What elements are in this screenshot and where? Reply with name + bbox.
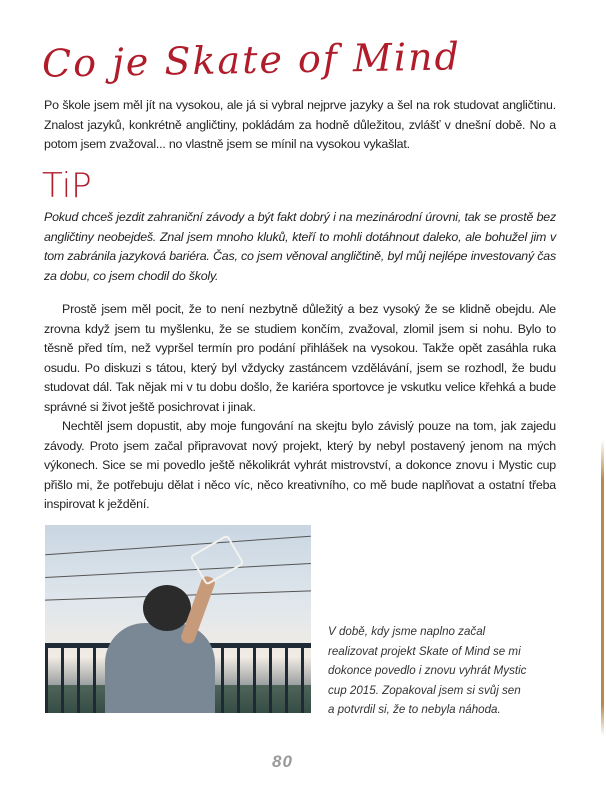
body-paragraph: Prostě jsem měl pocit, že to není nezbytně důležitý a bez vysoký že se klidně obejdu. Ale zrovna když jsem tu myšlenku, že se studiem končím, zvažoval, zlomil jsem si nohu. Bylo to těsně před tím, než vypršel termín pro podání přihlášek na vysokou. Takže opět zasáhla ruka osudu. Po diskuzi s tátou, který byl vždycky zastáncem vzdělávání, jsem se rozhodl, že budu studovat dál. Tak nějak mi v tu dobu došlo, že kariéra sportovce je vskutku velice křehká a bude správné si život ještě posichrovat i jinak. — [44, 302, 556, 414]
tip-text: Pokud chceš jezdit zahraniční závody a být fakt dobrý i na mezinárodní úrovni, tak se prostě bez angličtiny neobejdeš. Znal jsem mnoho kluků, kteří to mohli dotáhnout daleko, ale bohužel jim v tom zabránila jazyková bariéra. Čas, co jsem věnoval angličtině, byl můj nejlépe investovaný čas za dobu, co jsem chodil do školy. — [44, 210, 556, 283]
intro-paragraph: Po škole jsem měl jít na vysokou, ale já si vybral nejprve jazyky a šel na rok studovat angličtinu. Znalost jazyků, konkrétně angličtiny, pokládám za hodně důležitou, zvlášť v dnešní době. No a potom jsem zvažoval... no vlastně jsem se mínil na vysokou vykašlat. — [44, 98, 556, 151]
body-paragraph: Nechtěl jsem dopustit, aby moje fungování na skejtu bylo závislý pouze na tom, jak zajedu závody. Proto jsem začal připravovat nový projekt, který by nebyl postavený jenom na mých výkonech. Sice se mi povedlo ještě několikrát vyhrát mistrovství, a dokonce znovu i Mystic cup přišlo mi, že potřebuju dělat i něco víc, něco kreativního, co mě bude naplňovat a ostatní třeba inspirovat k ježdění. — [44, 419, 556, 511]
photo-caption: V době, kdy jsme naplno začal realizovat projekt Skate of Mind se mi dokonce povedlo i znovu vyhrát Mystic cup 2015. Zopakoval jsem si svůj sen a potvrdil si, že to nebyla náhoda. — [328, 625, 527, 716]
power-line — [45, 563, 311, 578]
skater-photo — [45, 525, 311, 713]
body-text — [44, 300, 556, 515]
skateboard — [189, 534, 244, 585]
page-number: 80 — [272, 752, 293, 771]
page-edge — [601, 0, 604, 800]
tip-heading: TiP — [42, 166, 92, 206]
person-body — [105, 623, 215, 713]
page-title: Co je Skate of Mind — [41, 34, 462, 86]
power-line — [45, 536, 310, 556]
person-head — [143, 585, 191, 631]
